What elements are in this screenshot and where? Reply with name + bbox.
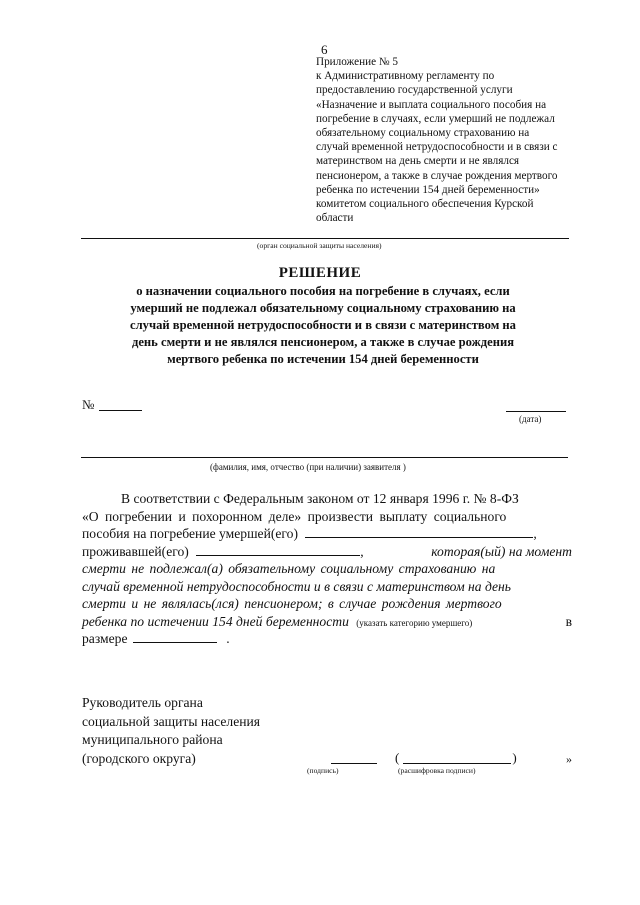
signatory-line: (городского округа) <box>82 750 196 766</box>
number-label: № <box>82 397 95 412</box>
body-line: В соответствии с Федеральным законом от 12 января 1996 г. № 8-ФЗ <box>121 491 519 506</box>
signature-caption: (подпись) <box>307 766 339 775</box>
body-line: случай временной нетрудоспособности и в связи с материнством на день <box>82 578 511 594</box>
appendix-line: пенсионером, а также в случае рождения мертвого <box>316 169 558 182</box>
decipher-field[interactable] <box>403 763 511 764</box>
body-line <box>82 525 572 543</box>
subtitle-line: умерший не подлежал обязательному социальному страхованию на <box>130 301 516 315</box>
appendix-line: комитетом социального обеспечения Курской <box>316 198 534 211</box>
signatory-line: Руководитель органа <box>82 695 203 710</box>
date-field[interactable] <box>506 411 566 412</box>
appendix-line: обязательному социальному страхованию на <box>316 127 530 140</box>
body-text: , <box>533 526 537 541</box>
body-text: которая(ый) на момент <box>431 543 572 559</box>
body-text: проживавшей(его) <box>82 543 189 559</box>
appendix-line: к Административному регламенту по <box>316 70 495 83</box>
amount-field[interactable] <box>133 631 217 643</box>
appendix-line: материнством на день смерти и не являлся <box>316 155 520 168</box>
subtitle-line: о назначении социального пособия на погребение в случаях, если <box>136 284 510 298</box>
decipher-caption: (расшифровка подписи) <box>398 766 476 775</box>
appendix-line: Приложение № 5 <box>316 56 398 68</box>
organ-caption: (орган социальной защиты населения) <box>257 241 382 250</box>
organ-line <box>81 238 569 239</box>
body-text: , <box>360 543 364 559</box>
decision-title: РЕШЕНИЕ <box>278 265 362 281</box>
body-text: в <box>565 613 572 629</box>
page-number: 6 <box>321 42 328 57</box>
appendix-header <box>316 55 586 225</box>
decision-body <box>82 490 572 648</box>
subtitle-line: день смерти и не являлся пенсионером, а также в случае рождения <box>131 335 515 349</box>
appendix-line: ребенка по истечении 154 дней беременности» <box>316 183 540 196</box>
subtitle-line: случай временной нетрудоспособности и в связи с материнством на <box>130 318 516 332</box>
closing-quote: » <box>566 752 572 766</box>
appendix-line: области <box>316 212 354 225</box>
decipher-close: ) <box>512 750 517 765</box>
body-text: размере <box>82 631 128 646</box>
number-field[interactable] <box>99 410 142 411</box>
signatory-block <box>82 694 260 768</box>
appendix-line: «Назначение и выплата социального пособия на <box>316 98 547 111</box>
body-text: . <box>226 631 230 646</box>
decision-subtitle <box>80 283 566 368</box>
subtitle-line: мертвого ребенка по истечении 154 дней беременности <box>167 352 479 366</box>
applicant-caption: (фамилия, имя, отчество (при наличии) заявителя ) <box>210 462 406 472</box>
appendix-line: случай временной нетрудоспособности и в связи с <box>316 141 558 154</box>
category-hint: (указать категорию умершего) <box>356 617 473 628</box>
appendix-line: погребение в случаях, если умерший не подлежал <box>316 112 555 125</box>
body-line: «О погребении и похоронном деле» произвести выплату социального <box>82 508 507 524</box>
signatory-line: социальной защиты населения <box>82 713 261 729</box>
signature-field[interactable] <box>331 763 377 764</box>
body-text: пособия на погребение умершей(его) <box>82 526 298 541</box>
body-line <box>82 613 572 631</box>
appendix-line: предоставлению государственной услуги <box>316 84 513 97</box>
signatory-line: муниципального района <box>82 732 223 747</box>
body-line: смерти и не являлась(лся) пенсионером; в случае рождения мертвого <box>82 596 502 611</box>
date-caption: (дата) <box>519 414 542 424</box>
body-text: ребенка по истечении 154 дней беременности <box>82 613 349 629</box>
body-line <box>82 630 572 648</box>
residence-field[interactable] <box>196 544 360 556</box>
decipher-open: ( <box>395 750 400 765</box>
body-line <box>82 543 572 561</box>
applicant-field[interactable] <box>81 457 568 458</box>
body-line: смерти не подлежал(а) обязательному социальному страхованию на <box>82 561 496 576</box>
deceased-field[interactable] <box>305 526 533 538</box>
